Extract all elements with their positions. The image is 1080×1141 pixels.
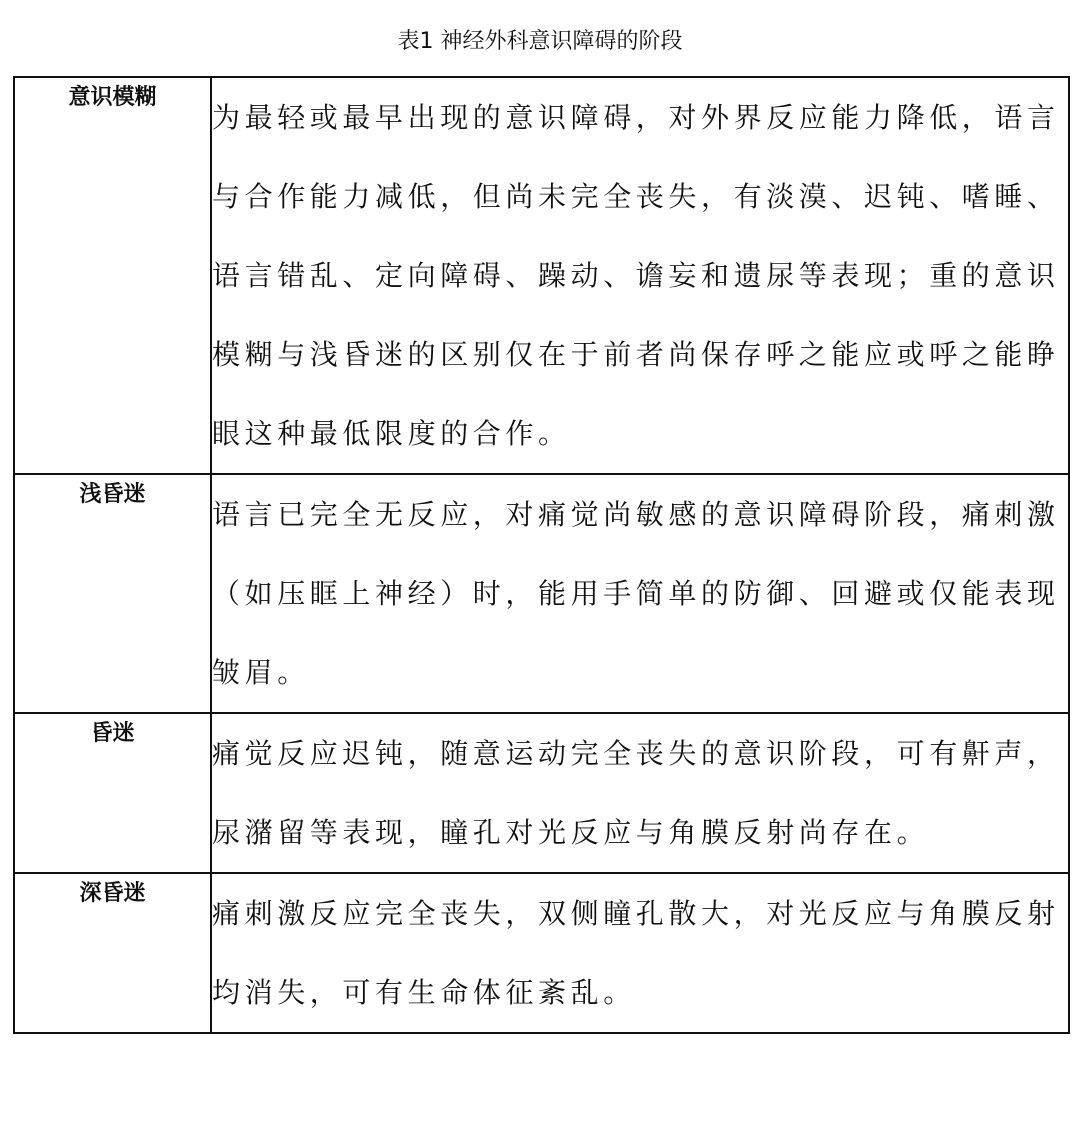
table-row [14, 873, 1069, 1033]
table-row [14, 474, 1069, 713]
table-row [14, 713, 1069, 873]
stage-description: 语言已完全无反应，对痛觉尚敏感的意识障碍阶段，痛刺激（如压眶上神经）时，能用手简单的防御、回避或仅能表现皱眉。 [211, 474, 1069, 713]
stage-term: 意识模糊 [14, 77, 211, 474]
stage-description: 为最轻或最早出现的意识障碍，对外界反应能力降低，语言与合作能力减低，但尚未完全丧失，有淡漠、迟钝、嗜睡、语言错乱、定向障碍、躁动、谵妄和遗尿等表现；重的意识模糊与浅昏迷的区别仅在于前者尚保存呼之能应或呼之能睁眼这种最低限度的合作。 [211, 77, 1069, 474]
stage-description: 痛觉反应迟钝，随意运动完全丧失的意识阶段，可有鼾声，尿潴留等表现，瞳孔对光反应与角膜反射尚存在。 [211, 713, 1069, 873]
stage-term: 深昏迷 [14, 873, 211, 1033]
stage-term: 浅昏迷 [14, 474, 211, 713]
table-row [14, 77, 1069, 474]
consciousness-stages-table [13, 76, 1070, 1034]
stage-description: 痛刺激反应完全丧失，双侧瞳孔散大，对光反应与角膜反射均消失，可有生命体征紊乱。 [211, 873, 1069, 1033]
table-title: 表1 神经外科意识障碍的阶段 [397, 29, 683, 54]
stage-term: 昏迷 [14, 713, 211, 873]
